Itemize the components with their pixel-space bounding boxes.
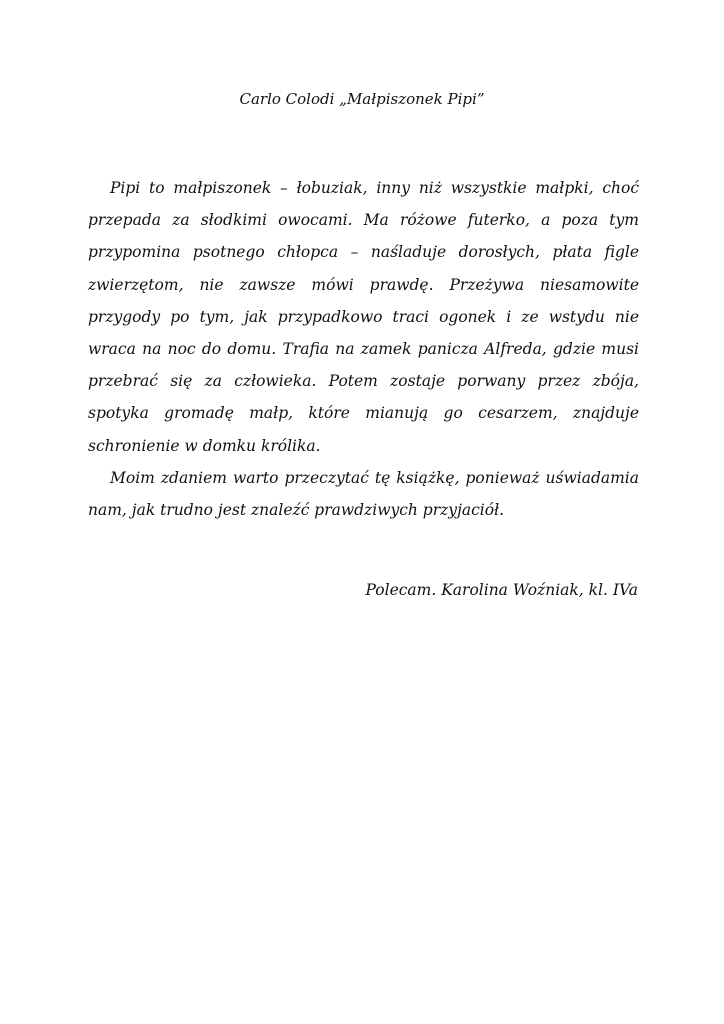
paragraph-opinion: Moim zdaniem warto przeczytać tę książkę, ponieważ uświadamia nam, jak trudno jest znaleźć prawdziwych przyjaciół. bbox=[88, 468, 639, 520]
paragraph-summary: Pipi to małpiszonek – łobuziak, inny niż wszystkie małpki, choć przepada za słodkimi owocami. Ma różowe futerko, a poza tym przypomina psotnego chłopca – naśladuje dorosłych, płata figle zwierzętom, nie zawsze mówi prawdę. Przeżywa niesamowite przygody po tym, jak przypadkowo traci ogonek i ze wstydu nie wraca na noc do domu. Trafia na zamek panicza Alfreda, gdzie musi przebrać się za człowieka. Potem zostaje porwany przez zbója, spotyka gromadę małp, które mianują go cesarzem, znajduje schronienie w domku królika. bbox=[88, 179, 639, 455]
document-title: Carlo Colodi „Małpiszonek Pipi” bbox=[239, 90, 485, 108]
document-body bbox=[88, 172, 639, 526]
signature: Polecam. Karolina Woźniak, kl. IVa bbox=[365, 581, 638, 599]
